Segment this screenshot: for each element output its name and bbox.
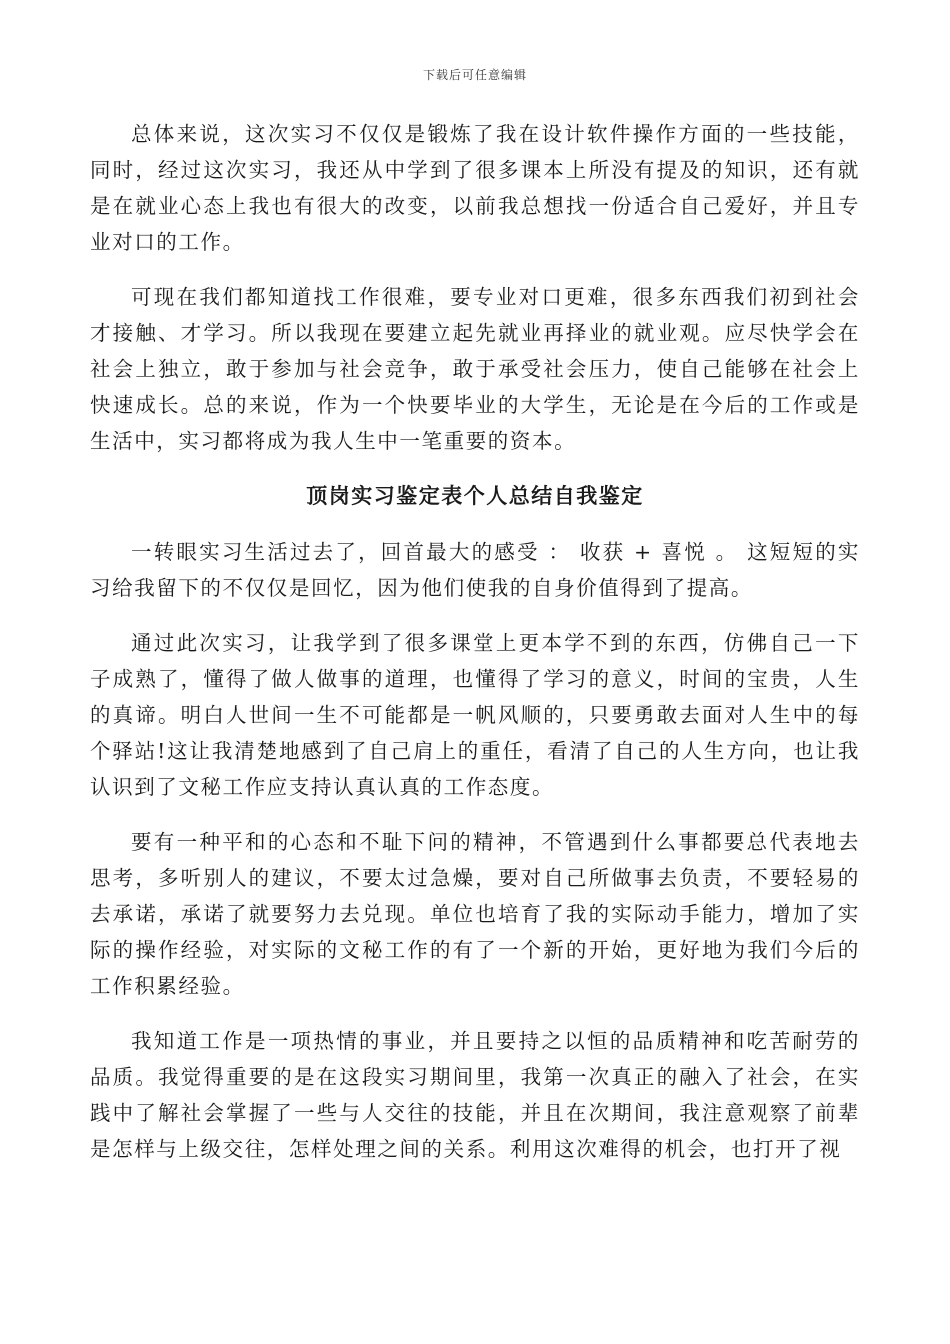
paragraph: 通过此次实习，让我学到了很多课堂上更本学不到的东西，仿佛自己一下子成熟了，懂得了做人做事的道理，也懂得了学习的意义，时间的宝贵，人生的真谛。明白人世间一生不可能都是一帆风顺的，只要勇敢去面对人生中的每个驿站!这让我清楚地感到了自己肩上的重任，看清了自己的人生方向，也让我认识到了文秘工作应支持认真认真的工作态度。 bbox=[90, 631, 860, 799]
document-body bbox=[90, 116, 860, 1186]
section-title: 顶岗实习鉴定表个人总结自我鉴定 bbox=[306, 483, 644, 508]
paragraph: 总体来说，这次实习不仅仅是锻炼了我在设计软件操作方面的一些技能，同时，经过这次实习，我还从中学到了很多课本上所没有提及的知识，还有就是在就业心态上我也有很大的改变，以前我总想找一份适合自己爱好，并且专业对口的工作。 bbox=[90, 122, 860, 254]
paragraph: 我知道工作是一项热情的事业，并且要持之以恒的品质精神和吃苦耐劳的品质。我觉得重要的是在这段实习期间里，我第一次真正的融入了社会，在实践中了解社会掌握了一些与人交往的技能，并且在次期间，我注意观察了前辈是怎样与上级交往，怎样处理之间的关系。利用这次难得的机会，也打开了视 bbox=[90, 1029, 860, 1161]
page-header-note: 下载后可任意编辑 bbox=[422, 68, 527, 82]
paragraph: 要有一种平和的心态和不耻下问的精神，不管遇到什么事都要总代表地去思考，多听别人的建议，不要太过急燥，要对自己所做事去负责，不要轻易的去承诺，承诺了就要努力去兑现。单位也培育了我的实际动手能力，增加了实际的操作经验，对实际的文秘工作的有了一个新的开始，更好地为我们今后的工作积累经验。 bbox=[90, 830, 860, 998]
paragraph: 可现在我们都知道找工作很难，要专业对口更难，很多东西我们初到社会才接触、才学习。所以我现在要建立起先就业再择业的就业观。应尽快学会在社会上独立，敢于参加与社会竞争，敢于承受社会压力，使自己能够在社会上快速成长。总的来说，作为一个快要毕业的大学生，无论是在今后的工作或是生活中，实习都将成为我人生中一笔重要的资本。 bbox=[90, 285, 860, 453]
paragraph: 一转眼实习生活过去了，回首最大的感受 ： 收获 + 喜悦 。 这短短的实习给我留下的不仅仅是回忆，因为他们使我的自身价值得到了提高。 bbox=[90, 540, 860, 600]
